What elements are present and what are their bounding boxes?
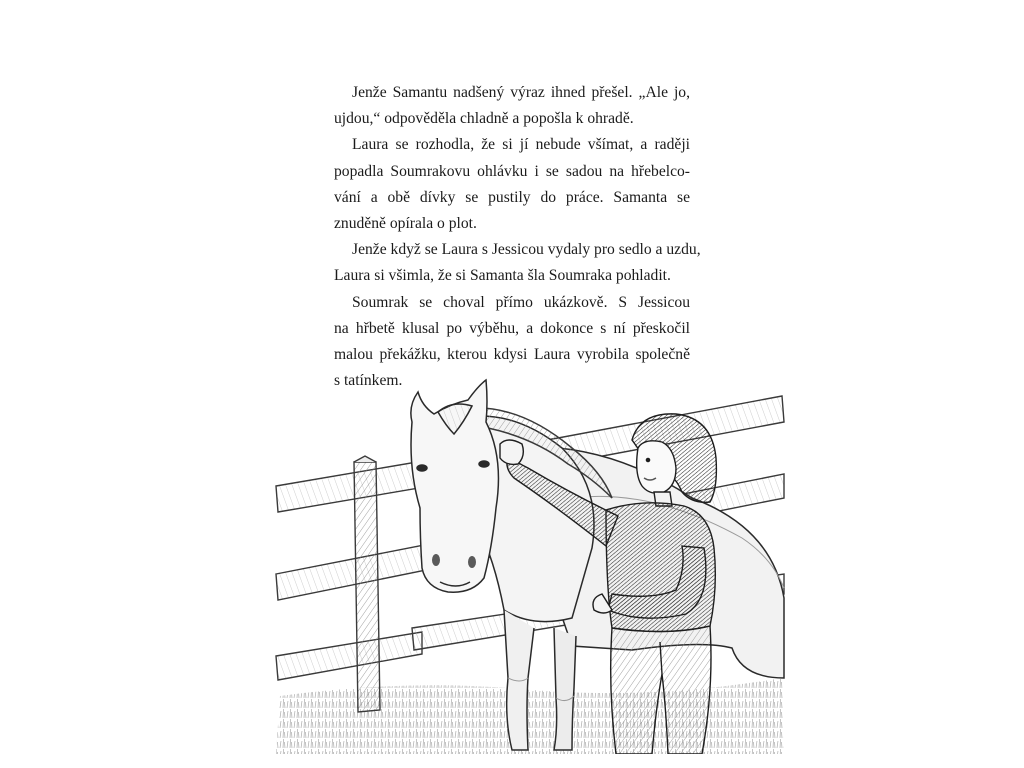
text-line: s tatínkem.	[334, 372, 403, 390]
text-line: Jenže když se Laura s Jessicou vydaly pro sedlo a uzdu,	[352, 241, 701, 259]
horse-and-girl-illustration	[272, 378, 786, 754]
text-line: popadla Soumrakovu ohlávku i se sadou na hřebelco-	[334, 162, 690, 180]
text-line: na hřbetě klusal po výběhu, a dokonce s ní přeskočil	[334, 319, 690, 337]
story-text	[334, 80, 701, 394]
text-line: Laura si všimla, že si Samanta šla Soumraka pohladit.	[334, 267, 671, 285]
text-line: malou překážku, kterou kdysi Laura vyrobila společně	[334, 346, 690, 364]
paragraph-2	[334, 132, 690, 237]
paragraph-3	[334, 237, 701, 289]
text-line: Laura se rozhodla, že si jí nebude všímat, a raději	[352, 136, 690, 154]
text-line: Soumrak se choval přímo ukázkově. S Jessicou	[352, 293, 690, 311]
text-line: Jenže Samantu nadšený výraz ihned přešel. „Ale jo,	[352, 84, 690, 101]
paragraph-1	[334, 80, 690, 132]
text-line: znuděně opírala o plot.	[334, 215, 477, 233]
text-line: vání a obě dívky se pustily do práce. Samanta se	[334, 188, 690, 206]
text-line: ujdou,“ odpověděla chladně a popošla k ohradě.	[334, 110, 634, 128]
